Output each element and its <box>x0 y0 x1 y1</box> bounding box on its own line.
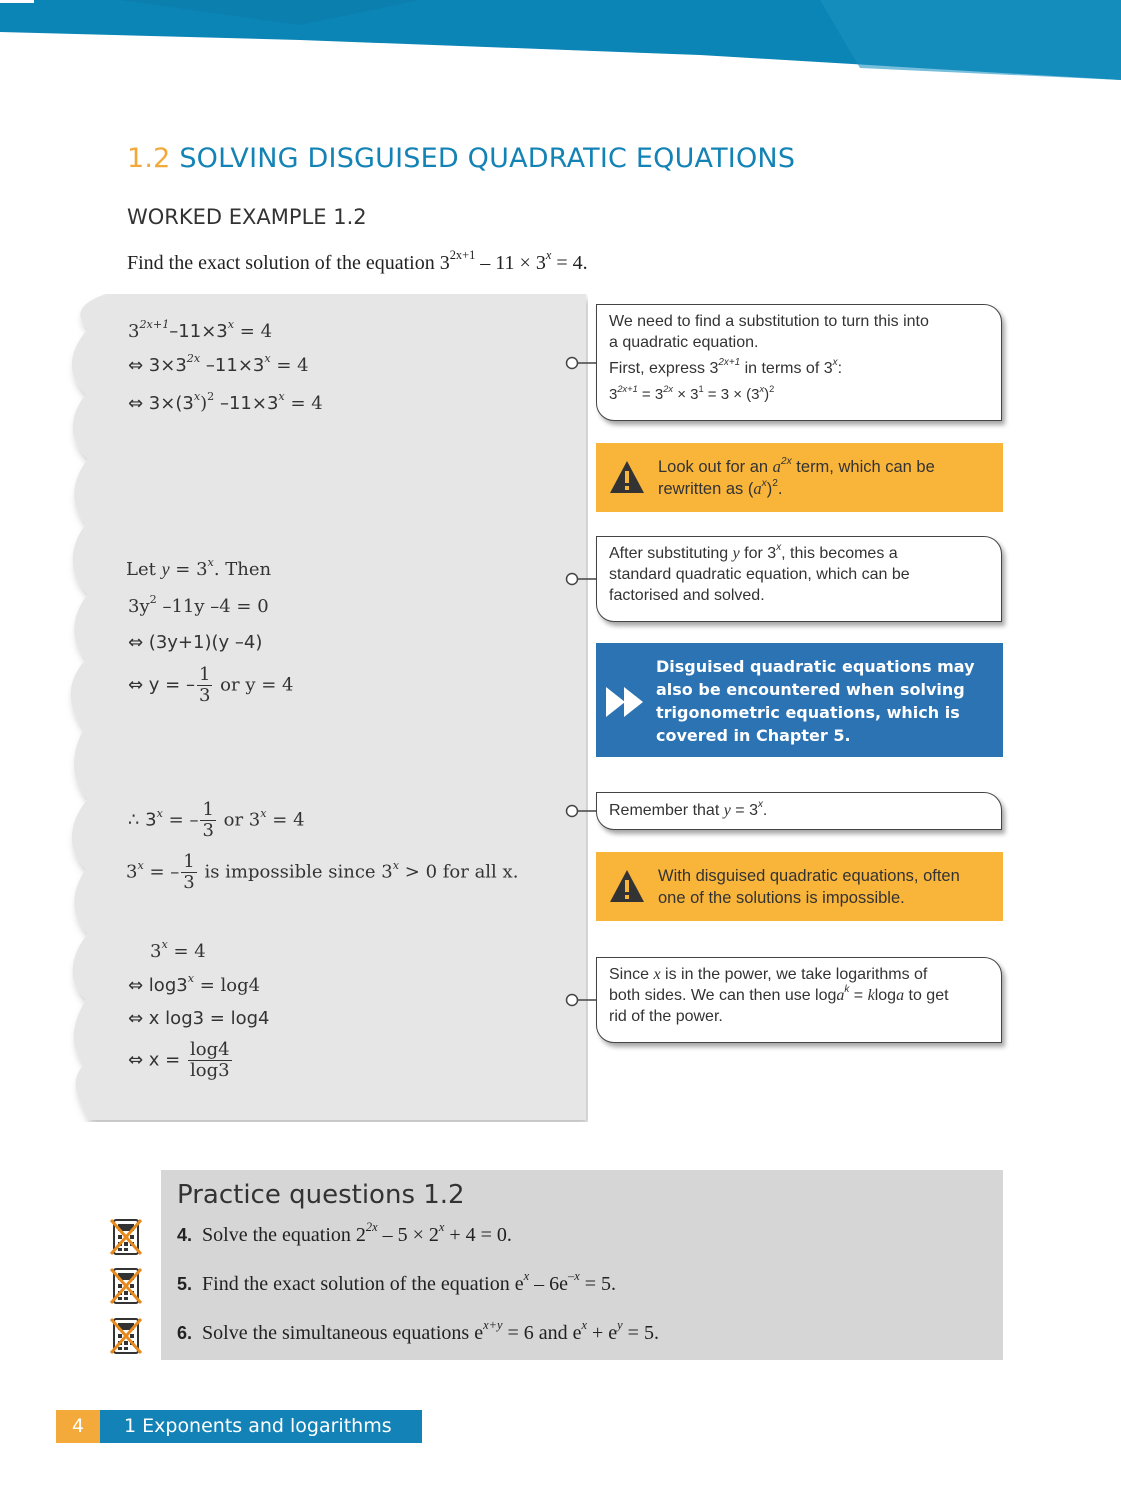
working-step1-line1: $3^{2x+1}-11\times 3^x = 4$ <box>128 318 273 342</box>
working-step2-line2: $3y^2$ –11y –4 = 0 <box>128 593 269 617</box>
info-box-trigonometry: Disguised quadratic equations may also be encountered when solving trigonometric equations, which is covered in Chapter 5. <box>596 643 1003 757</box>
note-remember: Remember that $y = 3^x$. <box>596 792 1002 830</box>
practice-question-4: 4. Solve the equation $2^{2x} - 5 \times 2^x + 4 = 0$. <box>177 1220 512 1246</box>
warning-tip-1: Look out for an $a^{2x}$ term, which can be rewritten as $(a^x)^2$. <box>596 443 1003 512</box>
no-calculator-icon <box>109 1317 143 1355</box>
note-substitution: We need to find a substitution to turn this into a quadratic equation. First, express $3^{2x+1}$ in terms of 3$^x$: $3^{2x+1} = 3^{2x} \times 3^1 = 3 \times (3^x)^2$ <box>596 304 1002 421</box>
note-logarithms: Since x is in the power, we take logarithms of both sides. We can then use loga$^k$ = kloga to get rid of the power. <box>596 957 1002 1043</box>
no-calculator-icon <box>109 1218 143 1256</box>
working-step2-line4: ⇔ y = – $\frac{1}{3}$ or y = 4 <box>128 664 294 706</box>
warning-icon <box>608 868 646 904</box>
working-step3-line2: $3^x$ = – $\frac{1}{3}$ is impossible since $3^x > 0$ for all x. <box>126 851 519 893</box>
fast-forward-icon <box>606 687 644 717</box>
section-title-text: SOLVING DISGUISED QUADRATIC EQUATIONS <box>179 143 796 174</box>
practice-question-5: 5. Find the exact solution of the equation $e^x - 6e^{-x} = 5$. <box>177 1269 616 1295</box>
working-step1-line3: ⇔ $3\times(3^x)^2$ $-11\times 3^x = 4$ <box>128 390 323 414</box>
working-step4-line1: $3^x = 4$ <box>150 938 206 962</box>
footer-chapter-title: 1 Exponents and logarithms <box>100 1410 422 1443</box>
problem-statement: Find the exact solution of the equation $3^{2x+1} - 11 \times 3^x = 4$. <box>127 248 588 274</box>
working-step4-line3: ⇔ x log3 = log4 <box>128 1008 270 1029</box>
working-step4-line4: ⇔ x = $\frac{\log 4}{\log 3}$ <box>128 1039 230 1081</box>
connector-3 <box>564 803 598 819</box>
practice-title: Practice questions 1.2 <box>177 1180 465 1210</box>
working-panel <box>58 294 588 1122</box>
working-step4-line2: ⇔ $\log 3^x = \log 4$ <box>128 972 261 996</box>
header-band <box>0 0 1121 90</box>
warning-icon <box>608 459 646 495</box>
working-step2-line3: ⇔ (3y+1)(y –4) <box>128 632 263 653</box>
connector-2 <box>564 571 598 587</box>
footer-page-number: 4 <box>56 1410 100 1443</box>
working-step3-line1: ∴ $3^x$ = – $\frac{1}{3}$ or $3^x = 4$ <box>128 799 305 841</box>
section-number: 1.2 <box>127 143 171 174</box>
connector-4 <box>564 992 598 1008</box>
practice-question-6: 6. Solve the simultaneous equations $e^{x+y} = 6$ and $e^x + e^y = 5$. <box>177 1318 659 1344</box>
note-standard-quadratic: After substituting y for 3$^x$, this becomes a standard quadratic equation, which can be factorised and solved. <box>596 536 1002 622</box>
connector-1 <box>564 355 598 371</box>
working-step2-line1: Let $y = 3^x$. Then <box>126 556 272 580</box>
warning-tip-2: With disguised quadratic equations, often one of the solutions is impossible. <box>596 852 1003 921</box>
worked-example-title: WORKED EXAMPLE 1.2 <box>127 205 367 229</box>
no-calculator-icon <box>109 1267 143 1305</box>
section-title <box>127 143 795 174</box>
working-step1-line2: ⇔ $3\times 3^{2x}$ $-11\times 3^x = 4$ <box>128 352 309 376</box>
